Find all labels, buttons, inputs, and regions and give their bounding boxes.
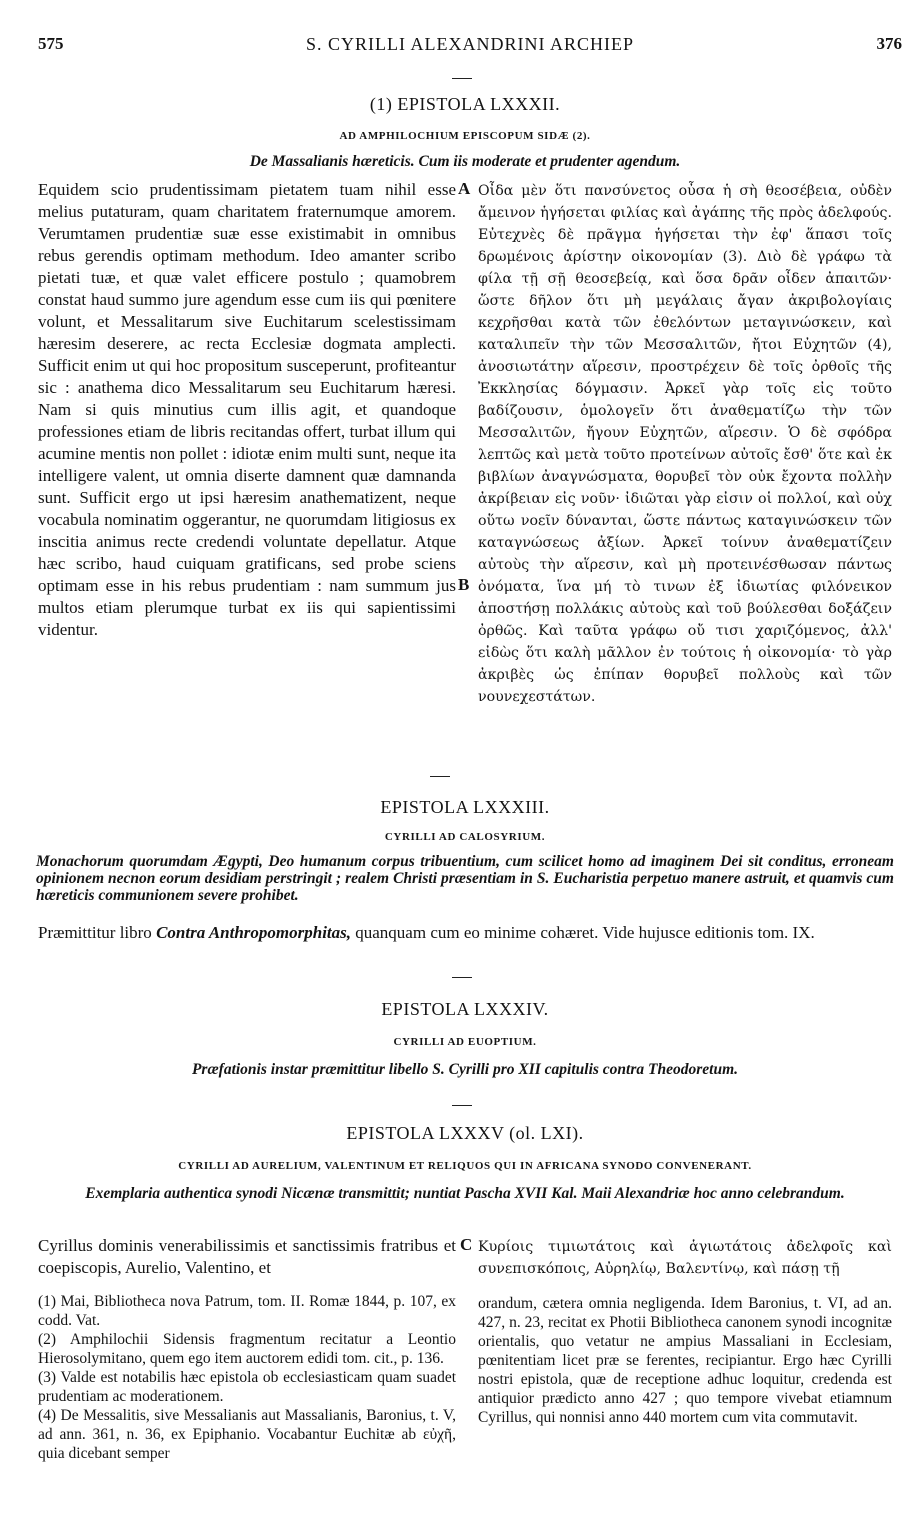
epistle-83-note-end: quanquam cum eo minime cohæret. Vide hujusce editionis tom. IX. (351, 923, 815, 942)
epistle-85-latin-text: Cyrillus dominis venerabilissimis et sanctissimis fratribus et coepiscopis, Aurelio, Valentino, et (38, 1236, 456, 1277)
footnote-3: (3) Valde est notabilis hæc epistola ob ecclesiasticam quam suadet prudentiam ac moderationem. (38, 1369, 456, 1405)
footnote-2: (2) Amphilochii Sidensis fragmentum recitatur a Leontio Hierosolymitano, quem ego item auctorem edidi tom. cit., p. 136. (38, 1331, 456, 1367)
footnotes-left-column (38, 1292, 456, 1463)
footnote-4: (4) De Messalitis, sive Messalianis aut Massalianis, Baronius, t. V, ad ann. 361, n. 36, ex Epiphanio. Vocabantur Euchitæ ab εὐχῆ, quia dicebant semper (38, 1407, 456, 1462)
page-number-left: 575 (38, 34, 64, 53)
footnotes-right-column (478, 1294, 892, 1427)
epistle-85-greek-text: Κυρίοις τιμιωτάτοις καὶ ἁγιωτάτοις ἀδελφοῖς καὶ συνεπισκόποις, Αὐρηλίῳ, Βαλεντίνῳ, καὶ πάσῃ τῇ (478, 1239, 892, 1277)
epistle-84-summary: Præfationis instar præmittitur libello S. Cyrilli pro XII capitulis contra Theodoretum. (191, 1061, 739, 1078)
epistle-85-title: EPISTOLA LXXXV (ol. LXI). (346, 1123, 584, 1143)
divider-rule (452, 1105, 472, 1106)
epistle-85-latin-column (38, 1235, 456, 1279)
running-header (38, 34, 902, 56)
running-title: S. CYRILLI ALEXANDRINI ARCHIEP (305, 34, 634, 54)
divider-rule (452, 977, 472, 978)
footnote-1: (1) Mai, Bibliotheca nova Patrum, tom. II. Romæ 1844, p. 107, ex codd. Vat. (38, 1293, 456, 1329)
page-number-right: 376 (876, 34, 902, 53)
epistle-82-latin-column (38, 179, 456, 641)
divider-rule (452, 78, 472, 79)
epistle-82-latin-text: Equidem scio prudentissimam pietatem tuam nihil esse melius putaturam, quam charitatem fraternumque amorem. Verumtamen prudentiæ suæ esse existimabit in omnibus rebus gerendis optimam methodum. Ideo amanter scribo pietati tuæ, et quæ valet efficere postulo ; quamobrem constat haud summo jure agendum esse cum iis qui pœnitere volunt, et Messalitarum sive Euchitarum scelestissimam hæresim deserere, ac recta Ecclesiæ dogmata amplecti. Sufficit enim ut qui hoc propositum susceperunt, profiteantur sic : anathema dico Messalitarum seu Euchitarum hæresi. Nam si quis minutius cum illis agit, et quandoque professiones etiam de libris recitandas offert, turbat illum qui acumine mentis non pollet : idiotæ enim multi sunt, neque ita intelligere valent, ut omnia diserte damnent quæ damnanda sunt. Sufficit ergo ut ipsi hæresim anathematizent, neque vocabula nominatim oggerantur, ne quorumdam litigiosus ex inscitia animus recte credendi voluntate depellatur. Atque hæc scribo, haud cuiquam gratificans, sed probe sciens optimam esse in his rebus prudentiam : nam summum jus multos etiam plerumque turbat ex iis qui sapientissimi videntur. (38, 180, 456, 639)
epistle-82-greek-column (478, 180, 892, 708)
column-marker-b: B (458, 575, 470, 594)
epistle-84-address: CYRILLI AD EUOPTIUM. (393, 1036, 537, 1048)
epistle-85-address: CYRILLI AD AURELIUM, VALENTINUM ET RELIQUOS QUI IN AFRICANA SYNODO CONVENERANT. (178, 1160, 752, 1172)
epistle-83-note-start: Præmittitur libro (38, 923, 157, 942)
epistle-83-summary: Monachorum quorumdam Ægypti, Deo humanum corpus tribuentium, cum scilicet homo ad imaginem Dei sit conditus, erroneam opinionem necnon eorum desidiam perstringit ; realem Christi præsentiam in S. Eucharistia perpetuo manere astruit, et quamvis cum hæreticis communionem severe prohibet. (36, 853, 894, 904)
epistle-83-address: CYRILLI AD CALOSYRIUM. (384, 831, 546, 843)
divider-rule (430, 776, 450, 777)
epistle-82-summary: De Massalianis hæreticis. Cum iis moderate et prudenter agendum. (249, 153, 681, 170)
footnote-4-continued: orandum, cætera omnia negligenda. Idem Baronius, t. VI, ad an. 427, n. 23, recitat ex Photii Bibliotheca canonem synodi incognitæ orientalis, quo vetatur ne ampius Massaliani in Ecclesiam, pœnitentiam licet præ se ferentes, recipiantur. Ergo hæc Cyrilli nostri epistola, quæ de receptione adhuc loquitur, credenda est antiquior prædicto anno 427 ; quo tempore vivebat etiamnum Cyrillus, qui nonnisi anno 440 mortem cum vita commutavit. (478, 1295, 892, 1426)
epistle-85-summary: Exemplaria authentica synodi Nicænæ transmittit; nuntiat Pascha XVII Kal. Maii Alexandriæ hoc anno celebrandum. (85, 1185, 845, 1202)
epistle-82-title: (1) EPISTOLA LXXXII. (369, 94, 561, 114)
epistle-83-note-title: Contra Anthropomorphitas, (156, 923, 352, 942)
column-marker-c: C (460, 1235, 473, 1254)
epistle-82-greek-text: Οἶδα μὲν ὅτι πανσύνετος οὖσα ἡ σὴ θεοσέβεια, οὐδὲν ἄμεινον ἡγήσεται φιλίας καὶ ἀγάπης τῆς πρὸς ἀδελφούς. Εὐτεχνὲς δὲ πρᾶγμα ἡγήσεται τὴν ἐφ' ἅπασι τοῖς δρωμένοις ἀρίστην οἰκονομίαν (3). Διὸ δὲ γράφω τὰ φίλα τῇ σῇ θεοσεβείᾳ, καὶ ὅσα δρᾶν οἶδεν ἀπαιτῶν· ὥστε δῆλον ὅτι μὴ μεγάλαις ἄγαν ἀκριβολογίαις κεχρῆσθαι κατὰ τῶν ἐθελόντων μεταγινώσκειν, καὶ καταλιπεῖν τὴν τῶν Μεσσαλιτῶν, ἤτοι Εὐχητῶν (4), ἀνοσιωτάτην αἵρεσιν, προστρέχειν δὲ τοῖς ὀρθοῖς τῆς Ἐκκλησίας δόγμασιν. Ἀρκεῖ γὰρ τοῖς εἰς τοῦτο βαδίζουσιν, ὁμολογεῖν ὅτι ἀναθεματίζω τὴν τῶν Μεσσαλιτῶν, ἤγουν Εὐχητῶν, αἵρεσιν. Ὁ δὲ σφόδρα λεπτῶς καὶ μετὰ τοῦτο προτείνων αὐτοῖς ἔσθ' ὅτε καὶ ἐκ βιβλίων ἀναγνώσματα, θορυβεῖ τὸν οὐκ ἔχοντα πολλὴν ἀκρίβειαν εἰς νοῦν· ἰδιῶται γὰρ εἰσιν οἱ πολλοί, καὶ οὐχ οὕτω νοεῖν δύνανται, ὥστε πάντως καταγινώσκειν τῶν καταγνώσεως ἀξίων. Ἀρκεῖ τοίνυν ἀναθεματίζειν αὐτοὺς τὴν αἵρεσιν, καὶ μὴ προτεινέσθωσαν πάντως ὀνόματα, ἵνα μή τὸ τινων ἐξ ἰδιωτίας φιλόνεικον ἀποστήσῃ πολλάκις αὐτοὺς καὶ τοῦ βούλεσθαι δοξάζειν ὀρθῶς. Καὶ ταῦτα γράφω οὔ τισι χαριζόμενος, ἀλλ' εἰδὼς ὅτι καλὴ μᾶλλον ἐν τούτοις ἡ οἰκονομία· τὸ γὰρ ἀκριβὲς ὡς ἐπίπαν θορυβεῖ πολλοὺς καὶ τῶν νουνεχεστάτων. (478, 183, 892, 705)
epistle-82-address: AD AMPHILOCHIUM EPISCOPUM SIDÆ (2). (339, 130, 591, 142)
epistle-83-note (38, 924, 894, 942)
epistle-84-title: EPISTOLA LXXXIV. (381, 999, 549, 1019)
column-marker-a: A (458, 179, 471, 198)
epistle-83-title: EPISTOLA LXXXIII. (380, 797, 550, 817)
epistle-85-greek-column (478, 1236, 892, 1280)
